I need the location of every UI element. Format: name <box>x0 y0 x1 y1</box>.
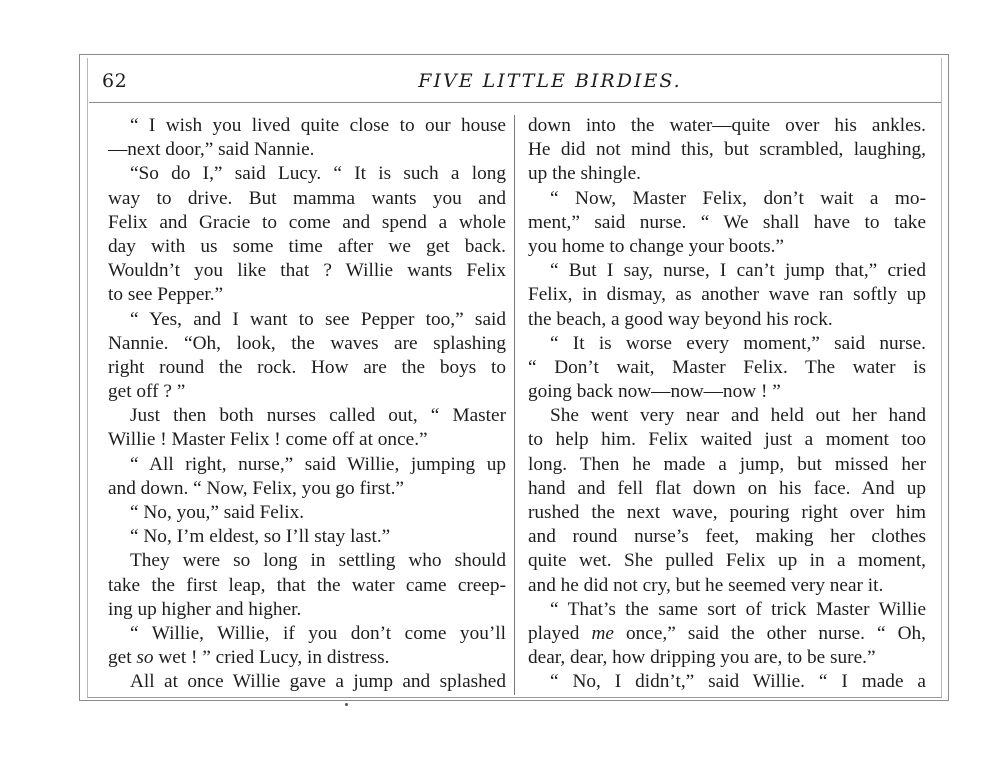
text-line: Wouldn’t you like that ? Willie wants Felix <box>108 260 506 282</box>
text-line: Willie ! Master Felix ! come off at once.” <box>108 429 428 451</box>
text-line: “ All right, nurse,” said Willie, jumping up <box>130 453 506 475</box>
text-line: get so wet ! ” cried Lucy, in distress. <box>108 647 390 669</box>
text-line: and he did not cry, but he seemed very near it. <box>528 574 884 596</box>
text-line: day with us some time after we get back. <box>108 235 506 257</box>
text-line: “ That’s the same sort of trick Master Willie <box>550 598 926 620</box>
column-divider <box>514 115 515 695</box>
text-line: ment,” said nurse. “ We shall have to take <box>528 211 926 233</box>
text-line: down into the water—quite over his ankles. <box>528 115 926 136</box>
text-line: “ Don’t wait, Master Felix. The water is <box>528 356 926 378</box>
text-line: “ I wish you lived quite close to our house <box>130 115 506 136</box>
text-line: All at once Willie gave a jump and splashed <box>130 671 506 693</box>
text-line: “ Now, Master Felix, don’t wait a mo- <box>550 187 926 209</box>
text-line: way to drive. But mamma wants you and <box>108 187 506 209</box>
text-line: “ No, I didn’t,” said Willie. “ I made a <box>550 671 926 693</box>
text-line: right round the rock. How are the boys to <box>108 356 506 378</box>
page-number: 62 <box>102 70 128 92</box>
text-line: get off ? ” <box>108 381 186 403</box>
text-line: Felix, in dismay, as another wave ran softly up <box>528 284 926 306</box>
text-line: take the first leap, that the water came creep- <box>108 574 506 596</box>
text-line: She went very near and held out her hand <box>550 405 926 427</box>
text-line: “ No, you,” said Felix. <box>130 502 305 523</box>
text-line: Nannie. “Oh, look, the waves are splashing <box>108 332 506 354</box>
text-line: ing up higher and higher. <box>108 598 302 620</box>
left-text-column <box>108 114 506 695</box>
header-rule <box>89 102 941 103</box>
text-line: “ It is worse every moment,” said nurse. <box>550 332 926 354</box>
text-line: They were so long in settling who should <box>130 550 506 572</box>
text-line: Just then both nurses called out, “ Master <box>130 405 506 427</box>
right-text-column <box>528 114 926 695</box>
text-line: and down. “ Now, Felix, you go first.” <box>108 477 404 499</box>
text-line: to help him. Felix waited just a moment too <box>528 429 926 451</box>
text-line: the beach, a good way beyond his rock. <box>528 308 833 330</box>
text-line: “ No, I’m eldest, so I’ll stay last.” <box>130 526 391 548</box>
text-line: and round nurse’s feet, making her clothes <box>528 526 926 548</box>
text-line: hand and fell flat down on his face. And up <box>528 477 926 499</box>
running-head: FIVE LITTLE BIRDIES. <box>418 70 682 92</box>
text-line: —next door,” said Nannie. <box>108 139 315 161</box>
text-line: “ But I say, nurse, I can’t jump that,” cried <box>550 260 926 282</box>
text-line: quite wet. She pulled Felix up in a moment, <box>528 550 926 572</box>
text-line: “ Yes, and I want to see Pepper too,” said <box>130 308 506 330</box>
text-line: Felix and Gracie to come and spend a whole <box>108 211 506 233</box>
print-speck <box>345 703 348 706</box>
text-line: long. Then he made a jump, but missed her <box>528 453 926 475</box>
text-line: to see Pepper.” <box>108 284 224 306</box>
text-line: up the shingle. <box>528 163 641 185</box>
text-line: played me once,” said the other nurse. “ Oh, <box>528 622 926 644</box>
text-line: going back now—now—now ! ” <box>528 381 781 403</box>
text-line: “ Willie, Willie, if you don’t come you’ll <box>130 622 506 644</box>
text-line: “So do I,” said Lucy. “ It is such a long <box>130 163 506 185</box>
text-line: rushed the next wave, pouring right over him <box>528 502 926 523</box>
text-line: you home to change your boots.” <box>528 235 784 257</box>
text-line: He did not mind this, but scrambled, laughing, <box>528 139 926 161</box>
text-line: dear, dear, how dripping you are, to be sure.” <box>528 647 876 669</box>
